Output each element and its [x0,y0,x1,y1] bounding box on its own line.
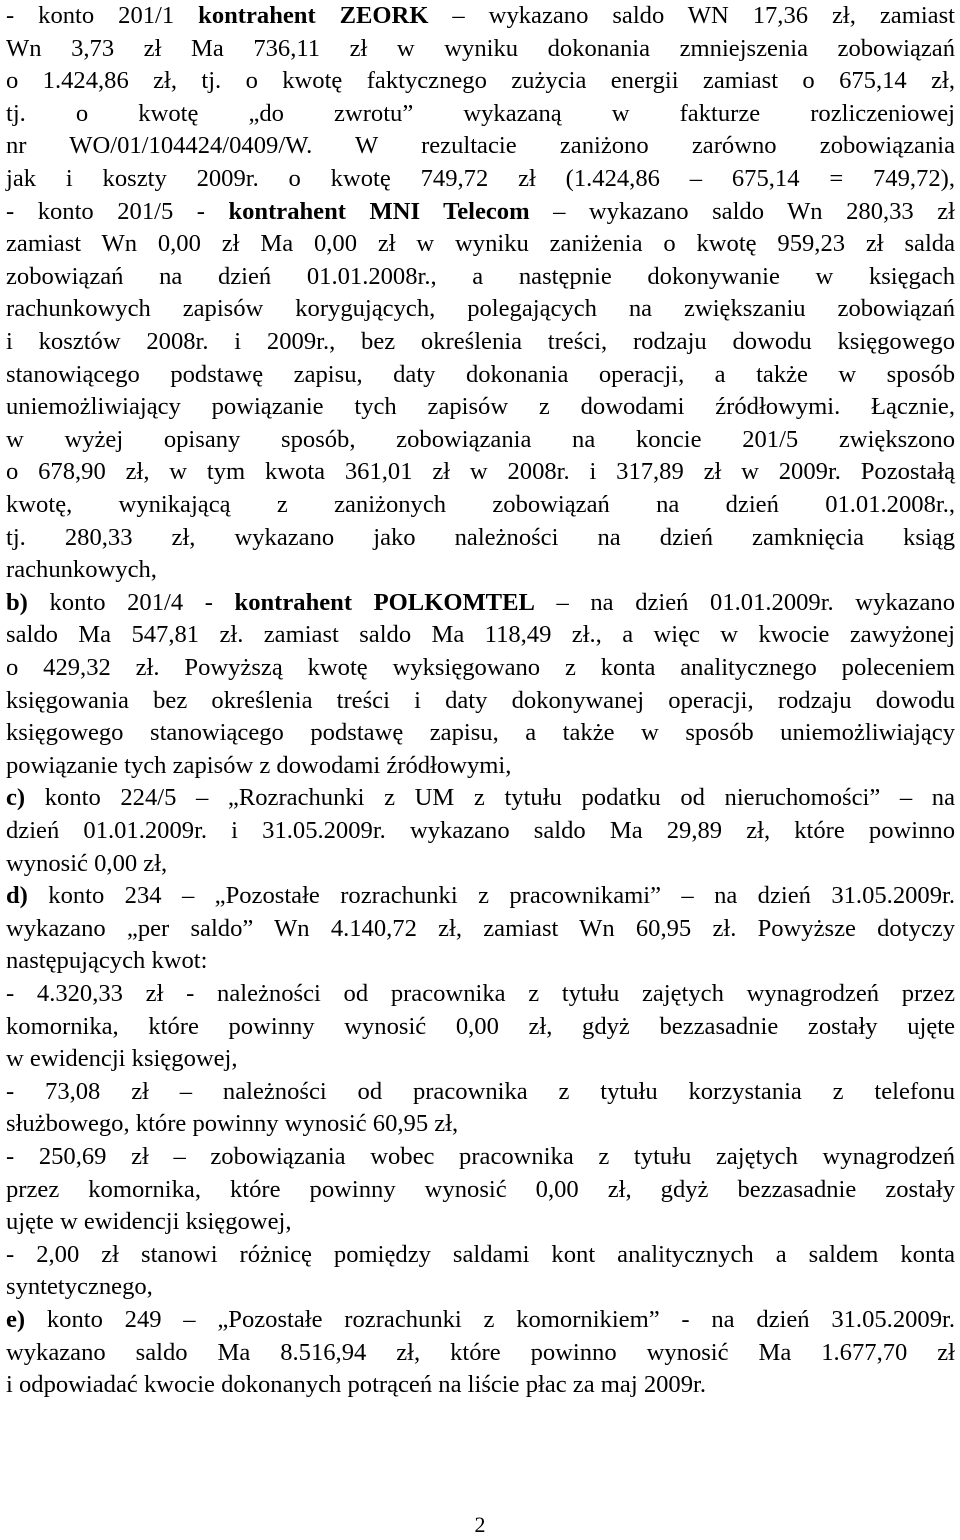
text-run: - 73,08 zł – należności od pracownika z tytułu korzystania z telefonu [6,1077,955,1105]
text-line [6,554,157,586]
text-run: i odpowiadać kwocie dokonanych potrąceń na liście płac za maj 2009r. [6,1371,706,1399]
text-run: tj. 280,33 zł, wykazano jako należności na dzień zamknięcia ksiąg [6,523,955,551]
text-run: - konto 201/5 - [6,197,229,225]
text-run: nr WO/01/104424/0409/W. W rezultacie zaniżono zarówno zobowiązania [6,132,955,160]
text-run: konto 234 – „Pozostałe rozrachunki z pracownikami” – na dzień 31.05.2009r. [27,882,955,910]
text-line [6,1011,955,1043]
text-run: księgowego stanowiącego podstawę zapisu, a także w sposób uniemożliwiający [6,719,955,747]
text-line [6,848,167,880]
text-line [6,1141,955,1173]
text-line [6,130,955,162]
text-line [6,913,955,945]
text-line [6,945,207,977]
text-run: rachunkowych zapisów korygujących, polegających na zwiększaniu zobowiązań [6,295,955,323]
text-line [6,0,955,32]
text-line [6,456,955,488]
text-line [6,815,955,847]
text-line [6,880,955,912]
text-run: – na dzień 01.01.2009r. wykazano [534,588,955,616]
text-run: w ewidencji księgowej, [6,1045,238,1073]
bold-text: e) [6,1306,26,1333]
text-line [6,163,955,195]
text-run: powiązanie tych zapisów z dowodami źródłowymi, [6,751,512,779]
bold-text: kontrahent ZEORK [198,2,429,29]
text-run: kwotę, wynikającą z zaniżonych zobowiązań na dzień 01.01.2008r., [6,491,955,518]
text-run: i kosztów 2008r. i 2009r., bez określenia treści, rodzaju dowodu księgowego [6,328,955,355]
text-line [6,652,955,684]
text-line [6,359,955,391]
text-run: wykazano saldo Ma 8.516,94 zł, które powinno wynosić Ma 1.677,70 zł [6,1338,955,1366]
text-line [6,782,955,814]
text-line [6,750,511,782]
text-line [6,1239,955,1271]
text-run: zobowiązań na dzień 01.01.2008r., a następnie dokonywanie w księgach [6,262,955,290]
text-line [6,293,955,325]
text-line [6,717,955,749]
text-line [6,1076,955,1108]
text-run: o 1.424,86 zł, tj. o kwotę faktycznego zużycia energii zamiast o 675,14 zł, [6,67,955,95]
text-run: dzień 01.01.2009r. i 31.05.2009r. wykazano saldo Ma 29,89 zł, które powinno [6,817,955,844]
text-run: rachunkowych, [6,556,157,584]
text-line [6,685,955,717]
text-line [6,1206,291,1238]
text-line [6,228,955,260]
text-run: uniemożliwiający powiązanie tych zapisów z dowodami źródłowymi. Łącznie, [6,393,955,421]
text-run: księgowania bez określenia treści i daty dokonywanej operacji, rodzaju dowodu [6,686,955,714]
text-run: zamiast Wn 0,00 zł Ma 0,00 zł w wyniku zaniżenia o kwotę 959,23 zł salda [6,230,955,258]
page-number: 2 [474,1512,486,1537]
text-run: tj. o kwotę „do zwrotu” wykazaną w fakturze rozliczeniowej [6,99,955,127]
text-run: w wyżej opisany sposób, zobowiązania na koncie 201/5 zwiększono [6,425,955,453]
text-line [6,1174,955,1206]
text-line [6,1369,706,1401]
text-line [6,619,955,651]
text-run: - 4.320,33 zł - należności od pracownika z tytułu zajętych wynagrodzeń przez [6,980,955,1007]
text-line [6,98,955,130]
text-line [6,65,955,97]
text-run: konto 201/4 - [27,588,235,616]
text-run: Wn 3,73 zł Ma 736,11 zł w wyniku dokonania zmniejszenia zobowiązań [6,34,955,62]
text-run: konto 224/5 – „Rozrachunki z UM z tytułu podatku od nieruchomości” – na [25,784,955,812]
bold-text: kontrahent MNI Telecom [228,197,530,225]
bold-text: d) [6,882,28,910]
text-line [6,33,955,65]
text-line [6,424,955,456]
bold-text: c) [6,784,26,812]
text-line [6,261,955,293]
text-line [6,1271,153,1303]
text-run: konto 249 – „Pozostałe rozrachunki z komornikiem” - na dzień 31.05.2009r. [25,1306,955,1333]
text-run: o 429,32 zł. Powyższą kwotę wyksięgowano z konta analitycznego poleceniem [6,654,955,681]
text-line [6,1304,955,1336]
text-run: ujęte w ewidencji księgowej, [6,1208,292,1236]
text-run: – wykazano saldo Wn 280,33 zł [529,197,955,225]
text-run: komornika, które powinny wynosić 0,00 zł, gdyż bezzasadnie zostały ujęte [6,1012,955,1040]
text-line [6,1108,458,1140]
text-run: jak i koszty 2009r. o kwotę 749,72 zł (1.424,86 – 675,14 = 749,72), [6,165,955,192]
text-run: - 2,00 zł stanowi różnicę pomiędzy saldami kont analitycznych a saldem konta [6,1240,955,1268]
text-run: – wykazano saldo WN 17,36 zł, zamiast [428,2,955,29]
text-run: stanowiącego podstawę zapisu, daty dokonania operacji, a także w sposób [6,360,955,388]
bold-text: kontrahent POLKOMTEL [234,588,535,616]
text-run: wynosić 0,00 zł, [6,849,168,877]
bold-text: b) [6,588,28,616]
text-run: o 678,90 zł, w tym kwota 361,01 zł w 2008r. i 317,89 zł w 2009r. Pozostałą [6,458,955,486]
text-line [6,196,955,228]
text-line [6,587,955,619]
text-line [6,1337,955,1369]
text-line [6,978,955,1010]
text-run: saldo Ma 547,81 zł. zamiast saldo Ma 118,49 zł., a więc w kwocie zawyżonej [6,621,955,649]
text-line [6,1043,238,1075]
text-run: - 250,69 zł – zobowiązania wobec pracownika z tytułu zajętych wynagrodzeń [6,1143,955,1170]
text-line [6,391,955,423]
text-run: służbowego, które powinny wynosić 60,95 zł, [6,1110,459,1138]
text-run: syntetycznego, [6,1273,153,1301]
text-run: wykazano „per saldo” Wn 4.140,72 zł, zamiast Wn 60,95 zł. Powyższe dotyczy [6,914,955,942]
text-line [6,489,955,521]
text-line [6,326,955,358]
text-run: - konto 201/1 [6,2,199,29]
text-run: przez komornika, które powinny wynosić 0,00 zł, gdyż bezzasadnie zostały [6,1175,955,1203]
text-run: następujących kwot: [6,947,208,975]
text-line [6,522,955,554]
